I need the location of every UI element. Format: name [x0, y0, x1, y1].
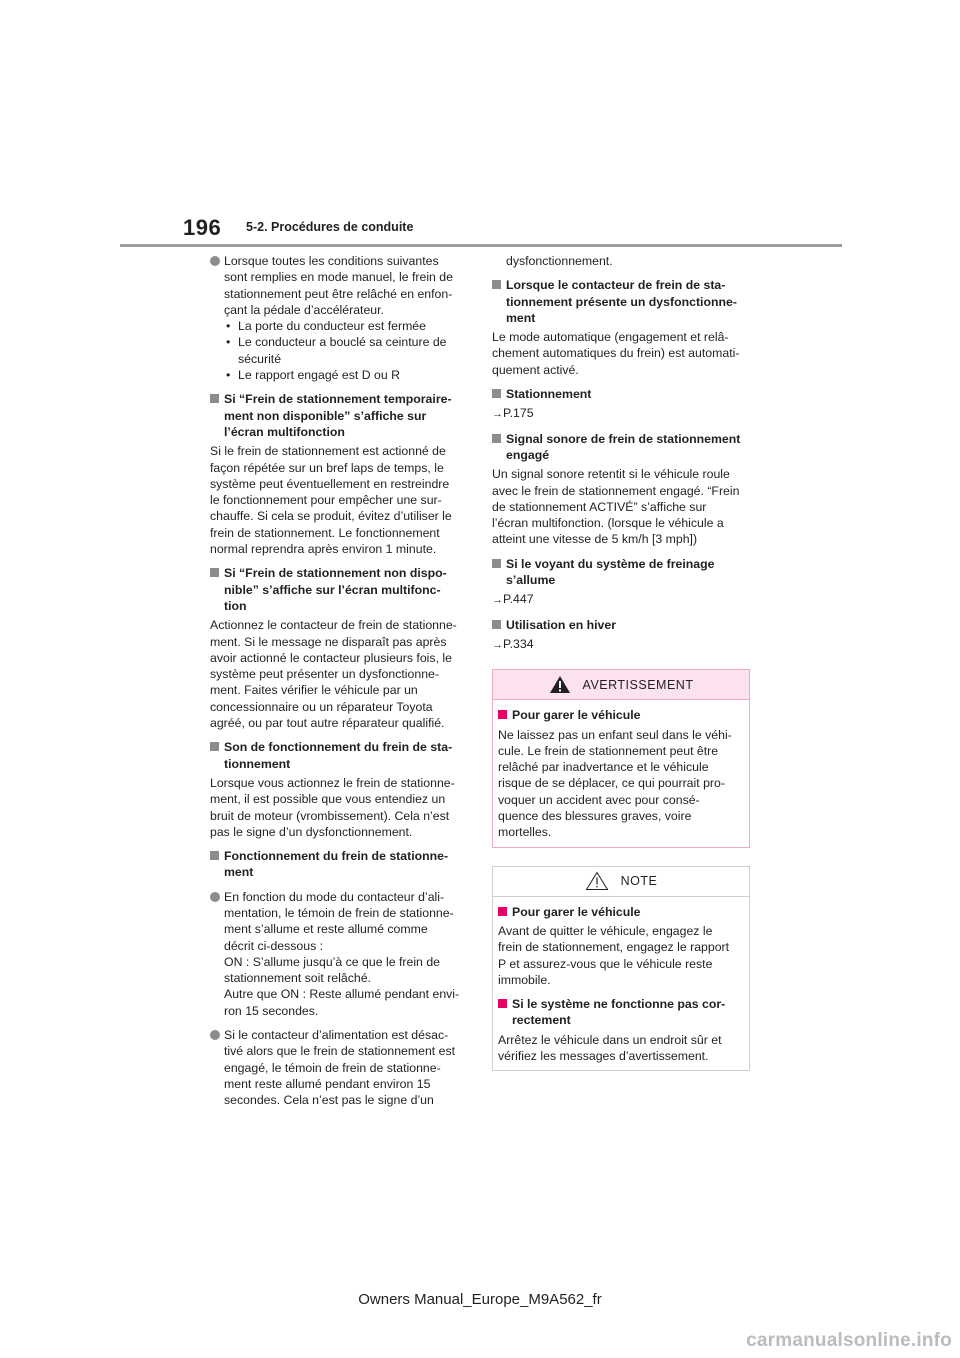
bullet-indicator	[210, 889, 468, 1019]
page-reference[interactable]: →P.334	[492, 636, 534, 651]
text-line: ment	[224, 865, 254, 880]
text-line: le fonctionnement pour empêcher une sur-	[210, 493, 442, 508]
section-body	[492, 466, 750, 547]
bullet-power-off	[210, 1027, 468, 1108]
section-heading-unavailable	[210, 565, 468, 614]
note-label: NOTE	[620, 873, 658, 888]
text-line: Autre que ON : Reste allumé pendant envi-	[224, 987, 460, 1002]
text-line: çant la pédale d’accélérateur.	[224, 302, 384, 317]
text-line: Signal sonore de frein de stationnement	[506, 431, 741, 446]
text-line: tionnement présente un dysfonctionne-	[506, 294, 737, 309]
text-line: stationnement soit relâché.	[224, 971, 371, 986]
warning-header	[493, 670, 749, 700]
arrow-icon: →	[492, 594, 503, 607]
text-line: Si “Frein de stationnement temporaire-	[224, 392, 452, 407]
text-line: quence des blessures graves, voire	[498, 809, 692, 824]
section-body	[210, 617, 468, 731]
condition-list	[224, 318, 468, 383]
section-body	[492, 329, 750, 378]
text-line: secondes. Cela n’est pas le signe d’un	[224, 1093, 434, 1108]
header-divider	[120, 244, 842, 247]
text-line: Lorsque toutes les conditions suivantes	[224, 254, 439, 268]
text-line: risque de se déplacer, ce qui pourrait pro-	[498, 776, 725, 791]
text-line: ment non disponible” s’affiche sur	[224, 408, 427, 423]
text-line: ment, il est possible que vous entendiez un	[210, 792, 446, 807]
text-line: Un signal sonore retentit si le véhicule roule	[492, 467, 730, 482]
text-line: relâché par inadvertance et le véhicule	[498, 760, 709, 775]
text-line: tivé alors que le frein de stationnement est	[224, 1044, 456, 1059]
text-line: nible” s’affiche sur l’écran multifonc-	[224, 582, 441, 597]
text-line: Lorsque vous actionnez le frein de stationne-	[210, 775, 455, 790]
text-line: mortelles.	[498, 825, 552, 840]
watermark[interactable]: carmanualsonline.info	[746, 1330, 952, 1351]
condition-item: sécurité	[238, 351, 282, 366]
text-line: Si “Frein de stationnement non dispo-	[224, 566, 447, 581]
text-line: tionnement	[224, 756, 291, 771]
text-line: ON : S’allume jusqu’à ce que le frein de	[224, 954, 440, 969]
text-line: tion	[224, 598, 247, 613]
text-line: ron 15 secondes.	[224, 1003, 319, 1018]
section-marker	[492, 559, 501, 568]
text-line: cule. Le frein de stationnement peut être	[498, 743, 719, 758]
section-marker	[492, 620, 501, 629]
chapter-title: 5-2. Procédures de conduite	[246, 220, 414, 234]
note-text	[498, 1032, 745, 1065]
text-line: pas le signe d’un dysfonctionnement.	[210, 824, 413, 839]
text-line: Ne laissez pas un enfant seul dans le véhi-	[498, 727, 732, 742]
arrow-icon: →	[492, 638, 503, 651]
text-line: stationnement peut être relâché en enfon-	[224, 286, 453, 301]
section-heading-sound	[210, 739, 468, 772]
text-line: Si le frein de stationnement est actionné de	[210, 444, 446, 459]
bullet-conditions	[210, 253, 468, 383]
text-line: frein de stationnement. Le fonctionnement	[210, 525, 440, 540]
text-line: concessionnaire ou un réparateur Toyota	[210, 699, 433, 714]
text-line: avoir actionné le contacteur plusieurs fois, le	[210, 650, 452, 665]
condition-item: • Le conducteur a bouclé sa ceinture de	[224, 334, 468, 350]
continued-text: dysfonctionnement.	[506, 254, 613, 268]
text-line: Stationnement	[506, 387, 592, 402]
page-reference[interactable]: →P.175	[492, 406, 534, 421]
text-line: l’écran multifonction. (lorsque le véhicule a	[492, 516, 724, 531]
warning-heading: Pour garer le véhicule	[498, 707, 745, 723]
text-line: P et assurez-vous que le véhicule reste	[498, 956, 713, 971]
text-line: voquer un accident avec pour consé-	[498, 792, 700, 807]
section-marker	[498, 999, 507, 1008]
bullet-marker	[210, 1030, 220, 1040]
caution-triangle-icon	[585, 871, 609, 891]
section-marker	[210, 851, 219, 860]
text-line: atteint une vitesse de 5 km/h [3 mph])	[492, 532, 698, 547]
text-line: immobile.	[498, 972, 551, 987]
text-line: ment reste allumé pendant environ 15	[224, 1076, 431, 1091]
text-line: quement activé.	[492, 362, 579, 377]
text-line: s’allume	[506, 573, 556, 588]
note-header	[493, 867, 749, 897]
section-body	[210, 775, 468, 840]
section-marker	[492, 434, 501, 443]
section-heading-switch-malfunction	[492, 277, 750, 326]
text-line: Fonctionnement du frein de stationne-	[224, 849, 449, 864]
text-line: bruit de moteur (vrombissement). Cela n’est	[210, 808, 450, 823]
section-marker	[498, 907, 507, 916]
section-heading-brake-light	[492, 556, 750, 589]
warning-label: AVERTISSEMENT	[582, 677, 694, 692]
text-line: rectement	[512, 1013, 571, 1028]
text-line: agréé, ou par tout autre réparateur qualifié.	[210, 716, 445, 731]
arrow-icon: →	[492, 408, 503, 421]
text-line: avec le frein de stationnement engagé. “Frein	[492, 483, 740, 498]
left-column	[210, 253, 468, 1117]
text-line: façon répétée sur un bref laps de temps, le	[210, 460, 444, 475]
note-text	[498, 923, 745, 988]
text-line: chauffe. Si cela se produit, évitez d’utiliser le	[210, 509, 452, 524]
footer-manual-name: Owners Manual_Europe_M9A562_fr	[358, 1291, 602, 1308]
text-line: frein de stationnement, engagez le rapport	[498, 940, 730, 955]
bullet-text	[224, 253, 468, 318]
text-line: système peut éventuellement en restreindre	[210, 476, 450, 491]
text-line: décrit ci-dessous :	[224, 938, 324, 953]
warning-body	[493, 700, 749, 846]
text-line: Arrêtez le véhicule dans un endroit sûr et	[498, 1032, 722, 1047]
text-line: normal reprendra après environ 1 minute.	[210, 542, 437, 557]
section-heading-winter	[492, 617, 750, 633]
text-line: ment	[506, 310, 536, 325]
text-line: Le mode automatique (engagement et relâ-	[492, 330, 729, 345]
page-reference[interactable]: →P.447	[492, 592, 534, 607]
page-number: 196	[183, 215, 222, 240]
text-line: Son de fonctionnement du frein de sta-	[224, 740, 453, 755]
text-line: l’écran multifonction	[224, 424, 345, 439]
warning-box	[492, 669, 750, 847]
text-line: chement automatiques du frein) est automati-	[492, 346, 740, 361]
text-line: Lorsque le contacteur de frein de sta-	[506, 278, 726, 293]
section-marker	[210, 742, 219, 751]
section-heading-temp-unavailable	[210, 391, 468, 440]
text-line: engagé, le témoin de frein de stationne-	[224, 1060, 441, 1075]
warning-triangle-icon	[549, 675, 571, 694]
bullet-marker	[210, 256, 220, 266]
text-line: Si le contacteur d’alimentation est désac-	[224, 1028, 449, 1043]
note-box	[492, 866, 750, 1072]
text-line: ment s’allume et reste allumé comme	[224, 922, 428, 937]
text-line: Avant de quitter le véhicule, engagez le	[498, 923, 713, 938]
text-line: vérifiez les messages d’avertissement.	[498, 1048, 709, 1063]
text-line: ment. Si le message ne disparaît pas après	[210, 634, 447, 649]
section-marker	[498, 710, 507, 719]
section-heading-operation	[210, 848, 468, 881]
text-line: de stationnement ACTIVÉ” s’affiche sur	[492, 499, 707, 514]
note-heading: Pour garer le véhicule	[498, 904, 745, 920]
text-line: système peut présenter un dysfonctionne-	[210, 667, 439, 682]
text-line: ment. Faites vérifier le véhicule par un	[210, 683, 418, 698]
condition-item: • La porte du conducteur est fermée	[224, 318, 468, 334]
right-column	[492, 253, 750, 1071]
text-line: Actionnez le contacteur de frein de stationne-	[210, 618, 457, 633]
section-marker	[492, 280, 501, 289]
section-heading-parking	[492, 386, 750, 402]
note-body	[493, 897, 749, 1071]
note-heading	[498, 996, 745, 1029]
section-body	[210, 443, 468, 557]
text-line: En fonction du mode du contacteur d’ali-	[224, 889, 445, 904]
section-marker	[210, 394, 219, 403]
text-line: Utilisation en hiver	[506, 617, 617, 632]
warning-text	[498, 727, 745, 841]
section-marker	[210, 568, 219, 577]
text-line: sont remplies en mode manuel, le frein de	[224, 270, 453, 285]
text-line: engagé	[506, 447, 550, 462]
section-heading-buzzer	[492, 431, 750, 464]
text-line: Si le système ne fonctionne pas cor-	[512, 997, 726, 1012]
text-line: Si le voyant du système de freinage	[506, 556, 715, 571]
text-line: mentation, le témoin de frein de stationne-	[224, 905, 454, 920]
bullet-marker	[210, 892, 220, 902]
condition-item: • Le rapport engagé est D ou R	[224, 367, 468, 383]
section-marker	[492, 389, 501, 398]
